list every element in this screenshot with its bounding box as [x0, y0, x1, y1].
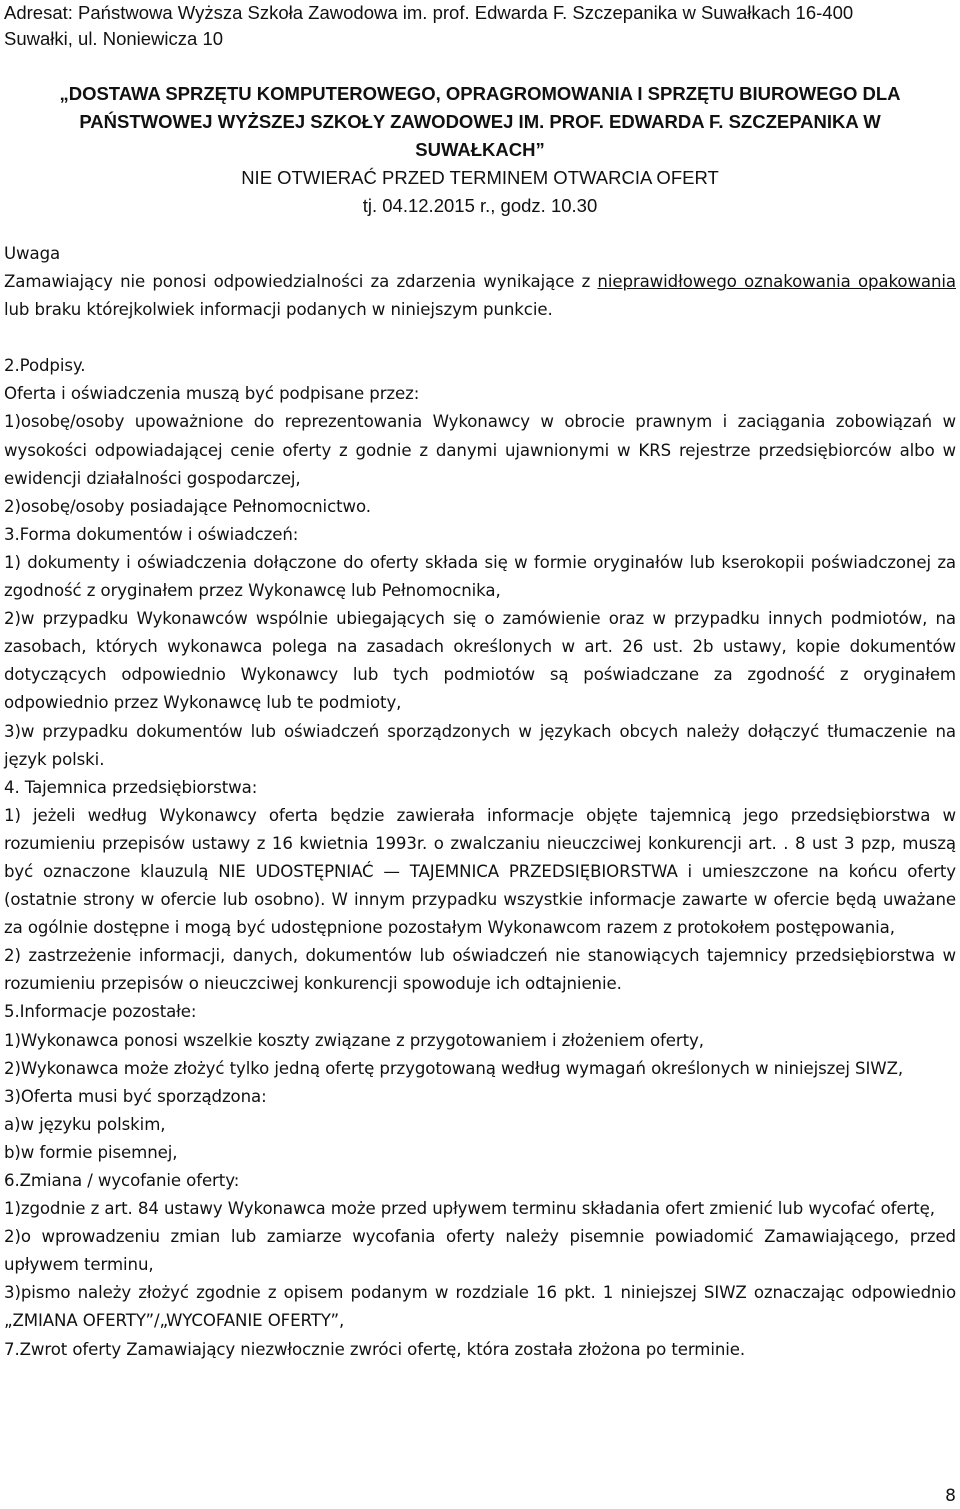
paragraph: 4. Tajemnica przedsiębiorstwa:	[4, 777, 258, 797]
paragraph: b)w formie pisemnej,	[4, 1142, 178, 1162]
paragraph: 2)Wykonawca może złożyć tylko jedną ofertę przygotowaną według wymagań określonych w niniejszej SIWZ,	[4, 1058, 904, 1078]
content-block	[4, 352, 956, 1363]
paragraph: 1) dokumenty i oświadczenia dołączone do oferty składa się w formie oryginałów lub kserokopii poświadczonej za zgodność z oryginałem przez Wykonawcę lub Pełnomocnika,	[4, 552, 956, 601]
paragraph: 1)Wykonawca ponosi wszelkie koszty związane z przygotowaniem i złożeniem oferty,	[4, 1030, 704, 1050]
title-line-1: „DOSTAWA SPRZĘTU KOMPUTEROWEGO, OPRAGROMOWANIA I SPRZĘTU BIUROWEGO DLA	[59, 83, 901, 104]
title-block	[4, 80, 956, 220]
document-page	[4, 0, 956, 1364]
paragraph: 2)w przypadku Wykonawców wspólnie ubiegających się o zamówienie oraz w przypadku innych podmiotów, na zasobach, których wykonawca polega na zasadach określonych w art. 26 ust. 2b ustawy, kopie dokumentów dotyczących odpowiednio Wykonawcy lub tych podmiotów są poświadczane za zgodność z oryginałem odpowiednio przez Wykonawcę lub te podmioty,	[4, 609, 956, 713]
paragraph: 7.Zwrot oferty Zamawiający niezwłocznie zwróci ofertę, która została złożona po terminie.	[4, 1339, 746, 1359]
paragraph: 2.Podpisy.	[4, 356, 86, 376]
paragraph: 2)o wprowadzeniu zmian lub zamiarze wycofania oferty należy pisemnie powiadomić Zamawiającego, przed upływem terminu,	[4, 1227, 956, 1275]
paragraph: a)w języku polskim,	[4, 1114, 166, 1134]
paragraph: 2) zastrzeżenie informacji, danych, dokumentów lub oświadczeń nie stanowiących tajemnicy przedsiębiorstwa w rozumieniu przepisów o nieuczciwej konkurencji spowoduje ich odtajnienie.	[4, 946, 956, 994]
paragraph: 6.Zmiana / wycofanie oferty:	[4, 1171, 240, 1190]
paragraph: 1)zgodnie z art. 84 ustawy Wykonawca może przed upływem terminu składania ofert zmienić lub wycofać ofertę,	[4, 1199, 935, 1219]
title-line-3: SUWAŁKACH”	[415, 139, 545, 160]
address-line-2: Suwałki, ul. Noniewicza 10	[4, 28, 224, 49]
note-block	[4, 240, 956, 324]
paragraph: Oferta i oświadczenia muszą być podpisane przez:	[4, 384, 420, 404]
paragraph: 2)osobę/osoby posiadające Pełnomocnictwo.	[4, 496, 371, 516]
paragraph: 3)Oferta musi być sporządzona:	[4, 1086, 267, 1106]
paragraph: 3)w przypadku dokumentów lub oświadczeń sporządzonych w językach obcych należy dołączyć tłumaczenie na język polski.	[4, 721, 956, 769]
note-heading: Uwaga	[4, 244, 61, 263]
do-not-open-notice: NIE OTWIERAĆ PRZED TERMINEM OTWARCIA OFERT	[241, 167, 719, 188]
paragraph: 3.Forma dokumentów i oświadczeń:	[4, 524, 299, 544]
note-underlined-text: nieprawidłowego oznakowania opakowania	[597, 272, 957, 292]
page-number: 8	[945, 1486, 956, 1506]
paragraph: 1) jeżeli według Wykonawcy oferta będzie zawierała informacje objęte tajemnicą jego przedsiębiorstwa w rozumieniu przepisów ustawy z 16 kwietnia 1993r. o zwalczaniu nieuczciwej konkurencji art. . 8 ust 3 pzp, muszą być oznaczone klauzulą NIE UDOSTĘPNIAĆ — TAJEMNICA PRZEDSIĘBIORSTWA i umieszczone na końcu oferty (ostatnie strony w ofercie lub osobno). W innym przypadku wszystkie informacje zawarte w ofercie będą uważane za ogólnie dostępne i mogą być udostępnione pozostałym Wykonawcom razem z protokołem postępowania,	[4, 805, 956, 938]
title-line-2: PAŃSTWOWEJ WYŻSZEJ SZKOŁY ZAWODOWEJ IM. PROF. EDWARDA F. SZCZEPANIKA W	[79, 111, 881, 132]
opening-date: tj. 04.12.2015 r., godz. 10.30	[362, 195, 598, 216]
address-block	[4, 0, 956, 52]
paragraph: 1)osobę/osoby upoważnione do reprezentowania Wykonawcy w obrocie prawnym i zaciągania zobowiązań w wysokości odpowiadającej cenie oferty z godnie z danymi ujawnionymi w KRS rejestrze przedsiębiorców albo w ewidencji działalności gospodarczej,	[4, 412, 956, 488]
paragraph: 3)pismo należy złożyć zgodnie z opisem podanym w rozdziale 16 pkt. 1 niniejszej SIWZ oznaczając odpowiednio „ZMIANA OFERTY”/„WYCOFANIE OFERTY”,	[4, 1283, 956, 1331]
address-line-1: Adresat: Państwowa Wyższa Szkoła Zawodowa im. prof. Edwarda F. Szczepanika w Suwałkach 16-400	[4, 2, 854, 23]
paragraph: 5.Informacje pozostałe:	[4, 1002, 197, 1022]
note-text: Zamawiający nie ponosi odpowiedzialności za zdarzenia wynikające z nieprawidłowego oznakowania opakowania lub braku którejkolwiek informacji podanych w niniejszym punkcie.	[4, 272, 957, 320]
